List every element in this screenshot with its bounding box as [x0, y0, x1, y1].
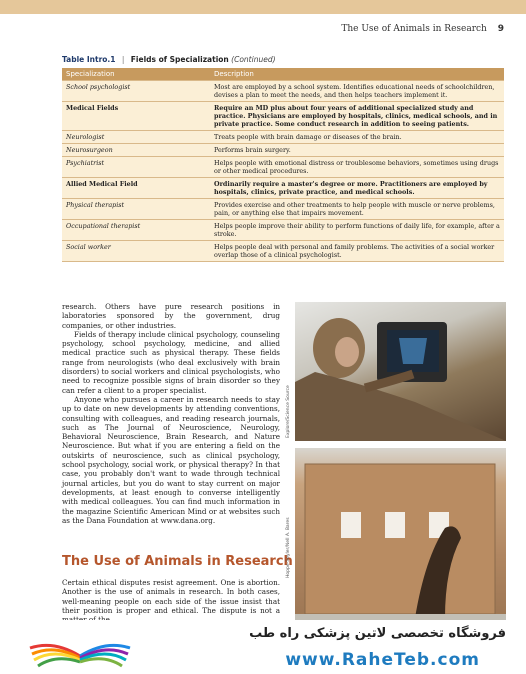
description-cell: Performs brain surgery.	[210, 144, 504, 157]
body-paragraph: Fields of therapy include clinical psychology, counseling psychology, school psychology, medicine, and allied medical practice such as physical therapy. These fields range from neurologists (who deal exclusively with brain disorders) to social workers and clinical psychologists, who need to recognize possible signs of brain disorder so they can refer a client to a proper specialist.	[62, 329, 280, 395]
specialization-cell: Medical Fields	[62, 102, 210, 131]
table-label: Table Intro.1	[62, 55, 116, 64]
description-cell: Helps people improve their ability to perform functions of daily life, for example, after a stroke.	[210, 220, 504, 241]
banner-url[interactable]: www.RaheTeb.com	[285, 650, 480, 670]
specialization-cell: Neurologist	[62, 131, 210, 144]
description-cell: Provides exercise and other treatments to help people with muscle or nerve problems, pain, or anything else that impairs movement.	[210, 199, 504, 220]
sea-lion-illustration	[295, 448, 506, 628]
specialization-cell: Physical therapist	[62, 199, 210, 220]
description-cell: Helps people deal with personal and family problems. The activities of a social worker overlap those of a clinical psychologist.	[210, 241, 504, 262]
table-row	[62, 131, 504, 144]
photo-monkey-touchscreen	[295, 302, 506, 441]
table-row	[62, 241, 504, 262]
page-number: 9	[497, 24, 504, 34]
description-cell: Ordinarily require a master's degree or more. Practitioners are employed by hospitals, clinics, private practice, and medical schools.	[210, 178, 504, 199]
table-row	[62, 144, 504, 157]
photo-credit: Explore/Science Source	[286, 385, 291, 438]
photo-sea-lion-panel	[295, 448, 506, 628]
specialization-cell: Occupational therapist	[62, 220, 210, 241]
column-header: Description	[210, 68, 504, 81]
table-row	[62, 157, 504, 178]
body-paragraph: Certain ethical disputes resist agreement. One is abortion. Another is the use of animals in research. In both cases, well-meaning people on each side of the issue insist that their position is proper and ethical. The dispute is not a	[62, 578, 280, 615]
body-paragraph: research. Others have pure research positions in laboratories sponsored by the government, drug companies, or other industries.	[62, 302, 280, 330]
body-column-lower	[62, 578, 280, 624]
table-continued: (Continued)	[231, 55, 276, 64]
table-row	[62, 220, 504, 241]
running-header	[341, 24, 504, 34]
table-row	[62, 102, 504, 131]
specialization-cell: Psychiatrist	[62, 157, 210, 178]
table-row	[62, 178, 504, 199]
description-cell: Require an MD plus about four years of additional specialized study and practice. Physicians are employed by hospitals, clinics, medical schools, and in private practice. Some conduct research in addition to seeing patients.	[210, 102, 504, 131]
body-paragraph: Anyone who pursues a career in research needs to stay up to date on new developments by attending conventions, consulting with colleagues, and reading research journals, such as The Journal of Neuroscience, Neurology, Behavioral Neuroscience, Brain Research, and Nature Neuroscience. But what if you are entering a field on the outskirts of neuroscience, such as clinical psychology, school psychology, social work, or physical therapy? In that case, you probably don't want to wade through technical journal articles, but you do want to stay current on major developments, at least enough to converse intelligently with medical colleagues. You can find much information in the magazine Scientific American Mind or at websites such as the Dana Foundation at www.dana.org.	[62, 394, 280, 525]
description-cell: Treats people with brain damage or diseases of the brain.	[210, 131, 504, 144]
specialization-table	[62, 68, 504, 262]
table-row	[62, 81, 504, 102]
top-color-bar	[0, 0, 526, 14]
body-column	[62, 302, 280, 525]
table-caption	[62, 55, 276, 64]
book-logo-icon	[24, 626, 136, 670]
table-title: Fields of Specialization	[130, 55, 229, 64]
caption-separator: |	[121, 55, 125, 64]
monkey-illustration	[295, 302, 506, 441]
section-heading: The Use of Animals in Research	[62, 554, 293, 569]
description-cell: Most are employed by a school system. Identifies educational needs of schoolchildren, devises a plan to meet the needs, and then helps teachers implement it.	[210, 81, 504, 102]
specialization-cell: School psychologist	[62, 81, 210, 102]
running-title: The Use of Animals in Research	[341, 24, 487, 34]
photo-credit: Hoppe-Seyler/Nell A. Bares	[286, 517, 291, 578]
description-cell: Helps people with emotional distress or troublesome behaviors, sometimes using drugs or other medical procedures.	[210, 157, 504, 178]
specialization-cell: Social worker	[62, 241, 210, 262]
table-header-row	[62, 68, 504, 81]
specialization-cell: Neurosurgeon	[62, 144, 210, 157]
column-header: Specialization	[62, 68, 210, 81]
specialization-cell: Allied Medical Field	[62, 178, 210, 199]
banner-persian-text: فروشگاه تخصصی لاتین پزشکی راه طب	[249, 626, 506, 641]
table-row	[62, 199, 504, 220]
